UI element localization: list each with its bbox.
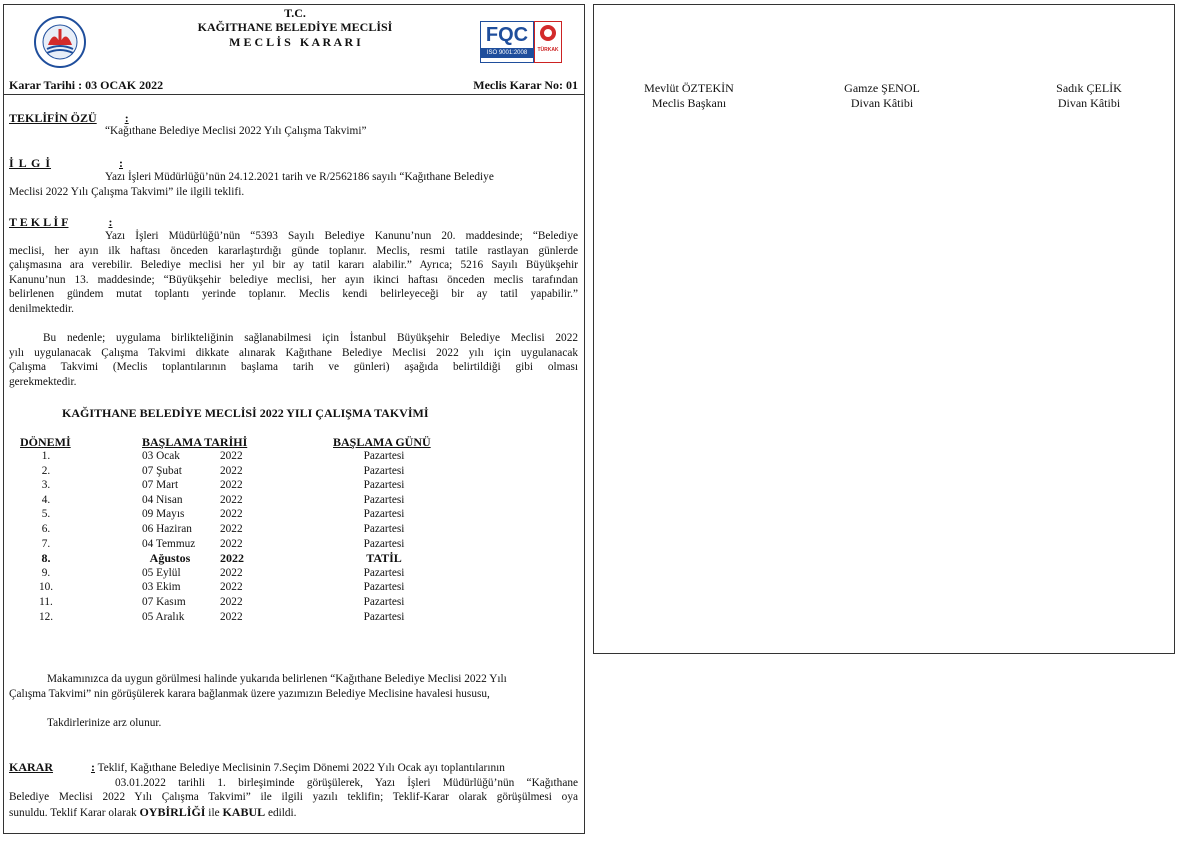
- paragraph-line: gerekmektedir.: [9, 375, 77, 388]
- paragraph-line: denilmektedir.: [9, 303, 74, 315]
- day-cell: Pazartesi: [363, 566, 405, 579]
- ilgi-line-2: Meclisi 2022 Yılı Çalışma Takvimi” ile ilgili teklifi.: [9, 186, 245, 198]
- day-cell: TATİL: [366, 551, 402, 566]
- paragraph-line: Çalışma Takvimi (Meclis toplantılarının başlama tarih ve günleri) aşağıda belirtildiği gibi olması: [9, 361, 578, 374]
- year-cell: 2022: [220, 596, 243, 608]
- calendar-row: [4, 551, 586, 566]
- year-cell: 2022: [220, 610, 243, 623]
- period-cell: 9.: [41, 566, 51, 579]
- day-cell: Pazartesi: [363, 537, 405, 550]
- year-cell: 2022: [220, 450, 243, 462]
- year-cell: 2022: [220, 508, 243, 521]
- paragraph-line: meclisi, her ayın ilk haftası önceden kararlaştırdığı günde toplanır. Meclis, resmi tatile rastlayan günlerde: [9, 244, 578, 257]
- signature-block-3: [1014, 81, 1164, 111]
- date-cell: 04 Temmuz: [142, 537, 196, 550]
- decision-page: [3, 4, 585, 834]
- date-cell: 07 Kasım: [142, 596, 186, 608]
- paragraph-line: Bu nedenle; uygulama birlikteliğinin sağlanabilmesi için İstanbul Büyükşehir Belediye Meclisi 2022: [43, 332, 578, 344]
- section-heading-teklifin-ozu: TEKLİFİN ÖZÜ :: [9, 111, 129, 125]
- period-cell: 7.: [41, 537, 51, 550]
- period-cell: 12.: [38, 610, 54, 623]
- period-cell: 8.: [41, 551, 51, 566]
- paragraph-line: yılı uygulanacak Çalışma Takvimi dikkate alınarak Kağıthane Belediye Meclisi 2022 yılı için uygulanacak: [9, 346, 578, 359]
- date-cell: Ağustos: [149, 551, 191, 566]
- signature-name: Mevlüt ÖZTEKİN: [644, 81, 734, 95]
- karar-line-1: Teklif, Kağıthane Belediye Meclisinin 7.Seçim Dönemi 2022 Yılı Ocak ayı toplantılarının: [97, 762, 505, 774]
- day-cell: Pazartesi: [363, 464, 405, 477]
- period-cell: 1.: [41, 450, 51, 462]
- karar-heading: KARAR: [9, 760, 53, 774]
- year-cell: 2022: [220, 479, 243, 492]
- karar-block: KARAR : Teklif, Kağıthane Belediye Meclisinin 7.Seçim Dönemi 2022 Yılı Ocak ayı toplantılarının 03.01.2022 tarihli 1. birleşiminde görüşülerek, Yazı İşleri Müdürlüğü’nün “Kağıthane Belediye Meclisi 2022 Yılı Çalışma Takvimi” ile ilgili yazılı teklifin; Teklif-Karar olarak görüşülmesi oya sunuldu. Teklif Karar olarak OYBİRLİĞİ ile KABUL edildi.: [9, 760, 578, 819]
- closing-line-2: Çalışma Takvimi” nin görüşülerek karara bağlanmak üzere yazımızın Belediye Meclisine havalesi hususu,: [9, 688, 490, 700]
- section-heading-teklif: T E K L İ F :: [9, 215, 113, 229]
- tc-heading: T.C.: [284, 6, 306, 20]
- day-cell: Pazartesi: [363, 581, 405, 594]
- decision-number: Meclis Karar No: 01: [473, 78, 578, 92]
- karar-line-4: sunuldu. Teklif Karar olarak OYBİRLİĞİ ile KABUL edildi.: [9, 804, 297, 819]
- paragraph-line: Kanunu’nun 13. maddesinde; “Büyükşehir belediye meclisi, her ayın ikinci haftası önceden meclis tarafından: [9, 273, 578, 286]
- date-cell: 07 Şubat: [142, 464, 182, 477]
- period-cell: 5.: [41, 508, 51, 521]
- signature-name: Sadık ÇELİK: [1056, 81, 1122, 95]
- decision-date: Karar Tarihi : 03 OCAK 2022: [9, 78, 164, 92]
- date-cell: 06 Haziran: [142, 523, 192, 535]
- signature-page: [593, 4, 1175, 654]
- header-divider: [4, 94, 584, 95]
- day-cell: Pazartesi: [363, 479, 405, 492]
- day-cell: Pazartesi: [363, 523, 405, 535]
- period-cell: 10.: [38, 581, 54, 594]
- council-heading: KAĞITHANE BELEDİYE MECLİSİ: [197, 20, 393, 34]
- col-header-date: BAŞLAMA TARİHİ: [142, 435, 248, 449]
- year-cell: 2022: [220, 581, 243, 594]
- calendar-row: [4, 449, 586, 464]
- date-cell: 09 Mayıs: [142, 508, 185, 521]
- day-cell: Pazartesi: [363, 596, 405, 608]
- calendar-row: [4, 478, 586, 493]
- calendar-row: [4, 566, 586, 581]
- year-cell: 2022: [220, 537, 243, 550]
- day-cell: Pazartesi: [363, 508, 405, 521]
- date-cell: 04 Nisan: [142, 493, 183, 506]
- date-cell: 03 Ocak: [142, 450, 180, 462]
- paragraph-line: belirlenen gündem mutat toplantı yerinde toplanır. Meclis kendi belirleyeceği bir ay tatil yapabilir.”: [9, 288, 578, 301]
- year-cell: 2022: [220, 566, 243, 579]
- period-cell: 11.: [39, 596, 53, 608]
- ilgi-line-1: Yazı İşleri Müdürlüğü’nün 24.12.2021 tarih ve R/2562186 sayılı “Kağıthane Belediye: [105, 171, 494, 183]
- signature-block-2: [807, 81, 957, 111]
- year-cell: 2022: [220, 493, 243, 506]
- calendar-row: [4, 464, 586, 479]
- day-cell: Pazartesi: [363, 610, 405, 623]
- day-cell: Pazartesi: [363, 493, 405, 506]
- year-cell: 2022: [220, 523, 243, 535]
- date-cell: 05 Eylül: [142, 566, 181, 579]
- date-cell: 05 Aralık: [142, 610, 185, 623]
- doc-type-heading: M E C L İ S K A R A R I: [229, 35, 361, 49]
- date-cell: 03 Ekim: [142, 581, 181, 594]
- fqc-logo: FQC ISO 9001:2008: [480, 21, 534, 63]
- period-cell: 3.: [41, 479, 51, 492]
- signature-title: Meclis Başkanı: [651, 96, 727, 110]
- period-cell: 6.: [41, 523, 51, 535]
- paragraph-line: çalışmasına ara verebilir. Belediye meclisi her yıl bir ay tatil kararı alabilir.” Ayrıca; 5216 Sayılı Büyükşehir: [9, 259, 578, 272]
- closing-regards: Takdirlerinize arz olunur.: [47, 717, 162, 729]
- signature-name: Gamze ŞENOL: [844, 81, 920, 95]
- signature-title: Divan Kâtibi: [850, 96, 914, 110]
- closing-line-1: Makamınızca da uygun görülmesi halinde yukarıda belirlenen “Kağıthane Belediye Meclisi 2022 Yılı: [47, 673, 507, 685]
- calendar-row: [4, 493, 586, 508]
- day-cell: Pazartesi: [363, 450, 405, 462]
- section-heading-ilgi: İ L G İ :: [9, 156, 124, 170]
- calendar-row: [4, 610, 586, 625]
- date-cell: 07 Mart: [142, 479, 179, 492]
- calendar-title: KAĞITHANE BELEDİYE MECLİSİ 2022 YILI ÇALIŞMA TAKVİMİ: [62, 406, 429, 420]
- period-cell: 4.: [41, 493, 51, 506]
- calendar-row: [4, 522, 586, 537]
- col-header-day: BAŞLAMA GÜNÜ: [333, 435, 431, 449]
- paragraph-line: Yazı İşleri Müdürlüğü’nün “5393 Sayılı Belediye Kanunu’nun 20. maddesinde; “Belediye: [105, 230, 578, 242]
- teklifin-ozu-text: “Kağıthane Belediye Meclisi 2022 Yılı Çalışma Takvimi”: [105, 125, 367, 137]
- year-cell: 2022: [220, 464, 243, 477]
- karar-line-3: Belediye Meclisi 2022 Yılı Çalışma Takvimi” ile ilgili yazılı teklifin; Teklif-Karar olarak görüşülmesi oya: [9, 791, 578, 804]
- period-cell: 2.: [41, 464, 51, 477]
- signature-block-1: [614, 81, 764, 111]
- signature-title: Divan Kâtibi: [1057, 96, 1121, 110]
- karar-line-2: 03.01.2022 tarihli 1. birleşiminde görüşülerek, Yazı İşleri Müdürlüğü’nün “Kağıthane: [115, 776, 578, 789]
- calendar-row: [4, 595, 586, 610]
- calendar-row: [4, 537, 586, 552]
- col-header-period: DÖNEMİ: [20, 435, 71, 449]
- calendar-row: [4, 580, 586, 595]
- turkak-logo: TÜRKAK: [534, 21, 562, 63]
- year-cell: 2022: [220, 551, 244, 566]
- calendar-row: [4, 507, 586, 522]
